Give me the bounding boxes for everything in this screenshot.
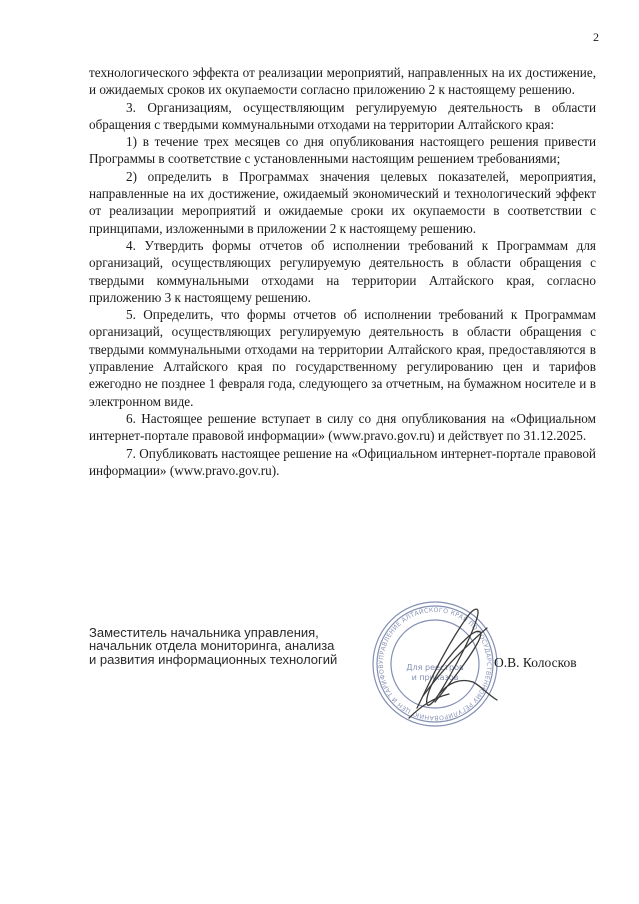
official-stamp-seal [369, 598, 501, 730]
stamp-center-text-1: Для реестров [406, 663, 464, 672]
stamp-center-text-2: и приказов [411, 673, 459, 682]
signer-position-line: Заместитель начальника управления, [89, 625, 319, 640]
paragraph-item-6: 6. Настоящее решение вступает в силу со дня опубликования на «Официальном интернет-портале правовой информации» (www.pravo.gov.ru) и действует по 31.12.2025. [89, 410, 596, 444]
page-number: 2 [593, 30, 599, 44]
signer-name: О.В. Колосков [494, 655, 577, 670]
paragraph-item-5: 5. Определить, что формы отчетов об исполнении требований к Программам организаций, осуществляющих регулируемую деятельность в области обращения с твердыми коммунальными отходами на территории Алтайского края, предоставляются в управление Алтайского края по государственному регулированию цен и тарифов ежегодно не позднее 1 февраля года, следующего за отчетным, на бумажном носителе и в электронном виде. [89, 307, 596, 409]
paragraph-subitem-1: 1) в течение трех месяцев со дня опубликования настоящего решения привести Программы в соответствие с установленными настоящим решением требованиями; [89, 134, 596, 167]
stamp-ring-text: УПРАВЛЕНИЕ АЛТАЙСКОГО КРАЯ ПО ГОСУДАРСТВЕННОМУ РЕГУЛИРОВАНИЮ ЦЕН И ТАРИФОВ [377, 606, 493, 722]
signer-position-line: начальник отдела мониторинга, анализа [89, 638, 335, 654]
document-body [89, 64, 596, 479]
paragraph-item-4: 4. Утвердить формы отчетов об исполнении требований к Программам для организаций, осуществляющих регулируемую деятельность в области обращения с твердыми коммунальными отходами на территории Алтайского края, согласно приложению 3 к настоящему решению. [89, 237, 596, 305]
paragraph-continuation: технологического эффекта от реализации мероприятий, направленных на их достижение, и ожидаемых сроков их окупаемости согласно приложению 2 к настоящему решению. [89, 65, 596, 98]
signer-position-line: и развития информационных технологий [89, 651, 338, 667]
paragraph-item-7: 7. Опубликовать настоящее решение на «Официальном интернет-портале правовой информации» (www.pravo.gov.ru). [89, 445, 596, 478]
paragraph-subitem-2: 2) определить в Программах значения целевых показателей, мероприятия, направленные на их достижение, ожидаемый экономический и технологический эффект от реализации мероприятий и ожидаемые сроки их окупаемости в соответствии с принципами, изложенными в приложении 2 к настоящему решению. [89, 168, 596, 236]
paragraph-item-3: 3. Организациям, осуществляющим регулируемую деятельность в области обращения с твердыми коммунальными отходами на территории Алтайского края: [89, 99, 596, 132]
signer-position [89, 626, 337, 666]
